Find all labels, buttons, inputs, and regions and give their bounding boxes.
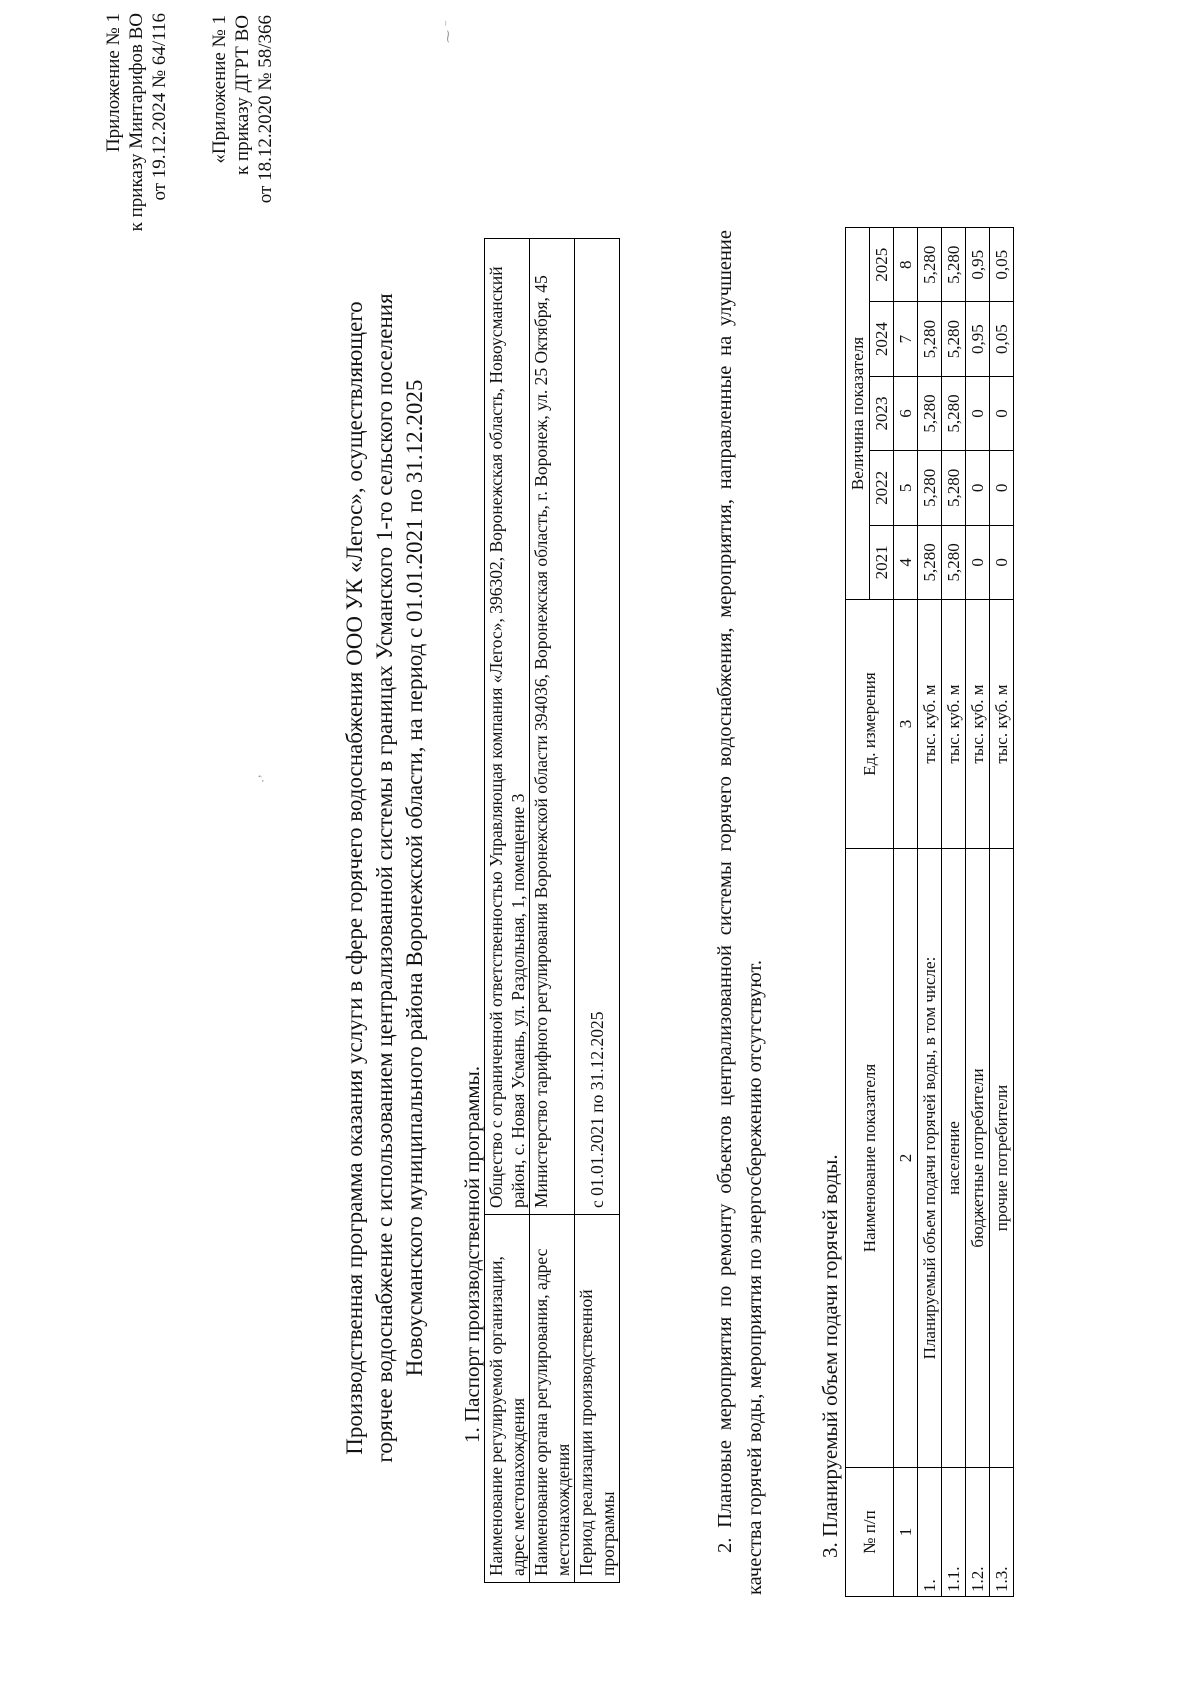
table-row <box>942 228 966 1597</box>
passport-value: Общество с ограниченной ответственностью Управляющая компания «Легос», 396302, Воронежская область, Новоусманский район, с. Новая Усмань, ул. Раздольная, 1, помещение 3 <box>485 239 530 1215</box>
table-row <box>966 228 990 1597</box>
appendix-2-line: от 18.12.2020 № 58/366 <box>255 15 276 204</box>
colnum-cell: 5 <box>894 451 918 525</box>
row-value: 5,280 <box>942 376 966 450</box>
appendix-2-line: «Приложение № 1 <box>209 15 230 164</box>
row-value: 0,05 <box>990 228 1014 302</box>
section-2-text: 2. Плановые мероприятия по ремонту объектов централизованной системы горячего водоснабжения, мероприятия, направленные на улучшение качества горячей воды, мероприятия по энергосбережению отсутствуют. <box>714 230 766 1595</box>
row-value: 0 <box>990 376 1014 450</box>
row-num: 1.1. <box>942 1468 966 1597</box>
colnum-cell: 4 <box>894 525 918 599</box>
year-cell: 2023 <box>870 376 894 450</box>
row-name: население <box>942 849 966 1468</box>
document-title <box>340 143 430 1613</box>
row-value: 0,95 <box>966 228 990 302</box>
year-cell: 2022 <box>870 451 894 525</box>
volume-table <box>845 227 1014 1597</box>
row-unit: тыс. куб. м <box>918 600 942 849</box>
row-value: 0 <box>966 525 990 599</box>
title-line: Производственная программа оказания услуги в сфере горячего водоснабжения ООО УК «Легос», осуществляющего <box>342 301 367 1455</box>
row-num: 1. <box>918 1468 942 1597</box>
row-value: 5,280 <box>918 451 942 525</box>
row-name: прочие потребители <box>990 849 1014 1468</box>
row-unit: тыс. куб. м <box>990 600 1014 849</box>
colnum-cell: 3 <box>894 600 918 849</box>
row-value: 5,280 <box>918 302 942 376</box>
scan-mark: ·ʼ <box>255 774 270 783</box>
row-value: 0 <box>990 525 1014 599</box>
row-value: 0 <box>966 376 990 450</box>
colnum-cell: 7 <box>894 302 918 376</box>
table-row <box>918 228 942 1597</box>
head-num: № п/п <box>846 1468 894 1597</box>
colnum-cell: 1 <box>894 1468 918 1597</box>
passport-row <box>485 239 530 1583</box>
row-value: 5,280 <box>942 302 966 376</box>
row-value: 0 <box>990 451 1014 525</box>
passport-value: с 01.01.2021 по 31.12.2025 <box>575 239 620 1215</box>
row-unit: тыс. куб. м <box>966 600 990 849</box>
colnum-cell: 6 <box>894 376 918 450</box>
row-value: 5,280 <box>918 228 942 302</box>
row-value: 5,280 <box>942 451 966 525</box>
year-cell: 2024 <box>870 302 894 376</box>
table-row <box>990 228 1014 1597</box>
row-value: 0 <box>966 451 990 525</box>
volume-head-row <box>846 228 870 1597</box>
section-1-heading: 1. Паспорт производственной программы. <box>460 1065 484 1443</box>
row-value: 0,05 <box>990 302 1014 376</box>
appendix-1-line: Приложение № 1 <box>103 13 124 153</box>
passport-table <box>484 238 620 1583</box>
head-unit: Ед. измерения <box>846 600 894 849</box>
row-value: 5,280 <box>942 228 966 302</box>
year-cell: 2025 <box>870 228 894 302</box>
title-line: горячее водоснабжение с использованием централизованной системы в границах Усманского 1-го сельского поселения <box>372 293 397 1463</box>
row-name: бюджетные потребители <box>966 849 990 1468</box>
passport-row <box>530 239 575 1583</box>
title-line: Новоусманского муниципального района Воронежской области, на период с 01.01.2021 по 31.12.2025 <box>402 379 427 1377</box>
appendix-1-line: от 19.12.2024 № 64/116 <box>149 13 170 201</box>
row-value: 0,95 <box>966 302 990 376</box>
appendix-2-block <box>208 15 277 273</box>
row-unit: тыс. куб. м <box>942 600 966 849</box>
passport-label: Наименование регулируемой организации, адрес местонахождения <box>485 1215 530 1583</box>
passport-label: Период реализации производственной программы <box>575 1215 620 1583</box>
scan-mark: ⁓ ⁻ <box>440 19 455 43</box>
passport-value: Министерство тарифного регулирования Воронежской области 394036, Воронежская область, г. Воронеж, ул. 25 Октября, 45 <box>530 239 575 1215</box>
row-name: Планируемый объем подачи горячей воды, в том числе: <box>918 849 942 1468</box>
head-group: Величина показателя <box>846 228 870 600</box>
appendix-1-line: к приказу Минтарифов ВО <box>126 13 147 232</box>
head-name: Наименование показателя <box>846 849 894 1468</box>
appendix-2-line: к приказу ДГРТ ВО <box>232 15 253 176</box>
colnum-cell: 8 <box>894 228 918 302</box>
passport-label: Наименование органа регулирования, адрес местонахождения <box>530 1215 575 1583</box>
volume-colnum-row <box>894 228 918 1597</box>
row-value: 5,280 <box>942 525 966 599</box>
colnum-cell: 2 <box>894 849 918 1468</box>
section-3-heading: 3. Планируемый объем подачи горячей воды. <box>818 1154 842 1558</box>
row-num: 1.2. <box>966 1468 990 1597</box>
row-value: 5,280 <box>918 525 942 599</box>
row-value: 5,280 <box>918 376 942 450</box>
row-num: 1.3. <box>990 1468 1014 1597</box>
appendix-1-block <box>102 13 171 243</box>
passport-row <box>575 239 620 1583</box>
year-cell: 2021 <box>870 525 894 599</box>
